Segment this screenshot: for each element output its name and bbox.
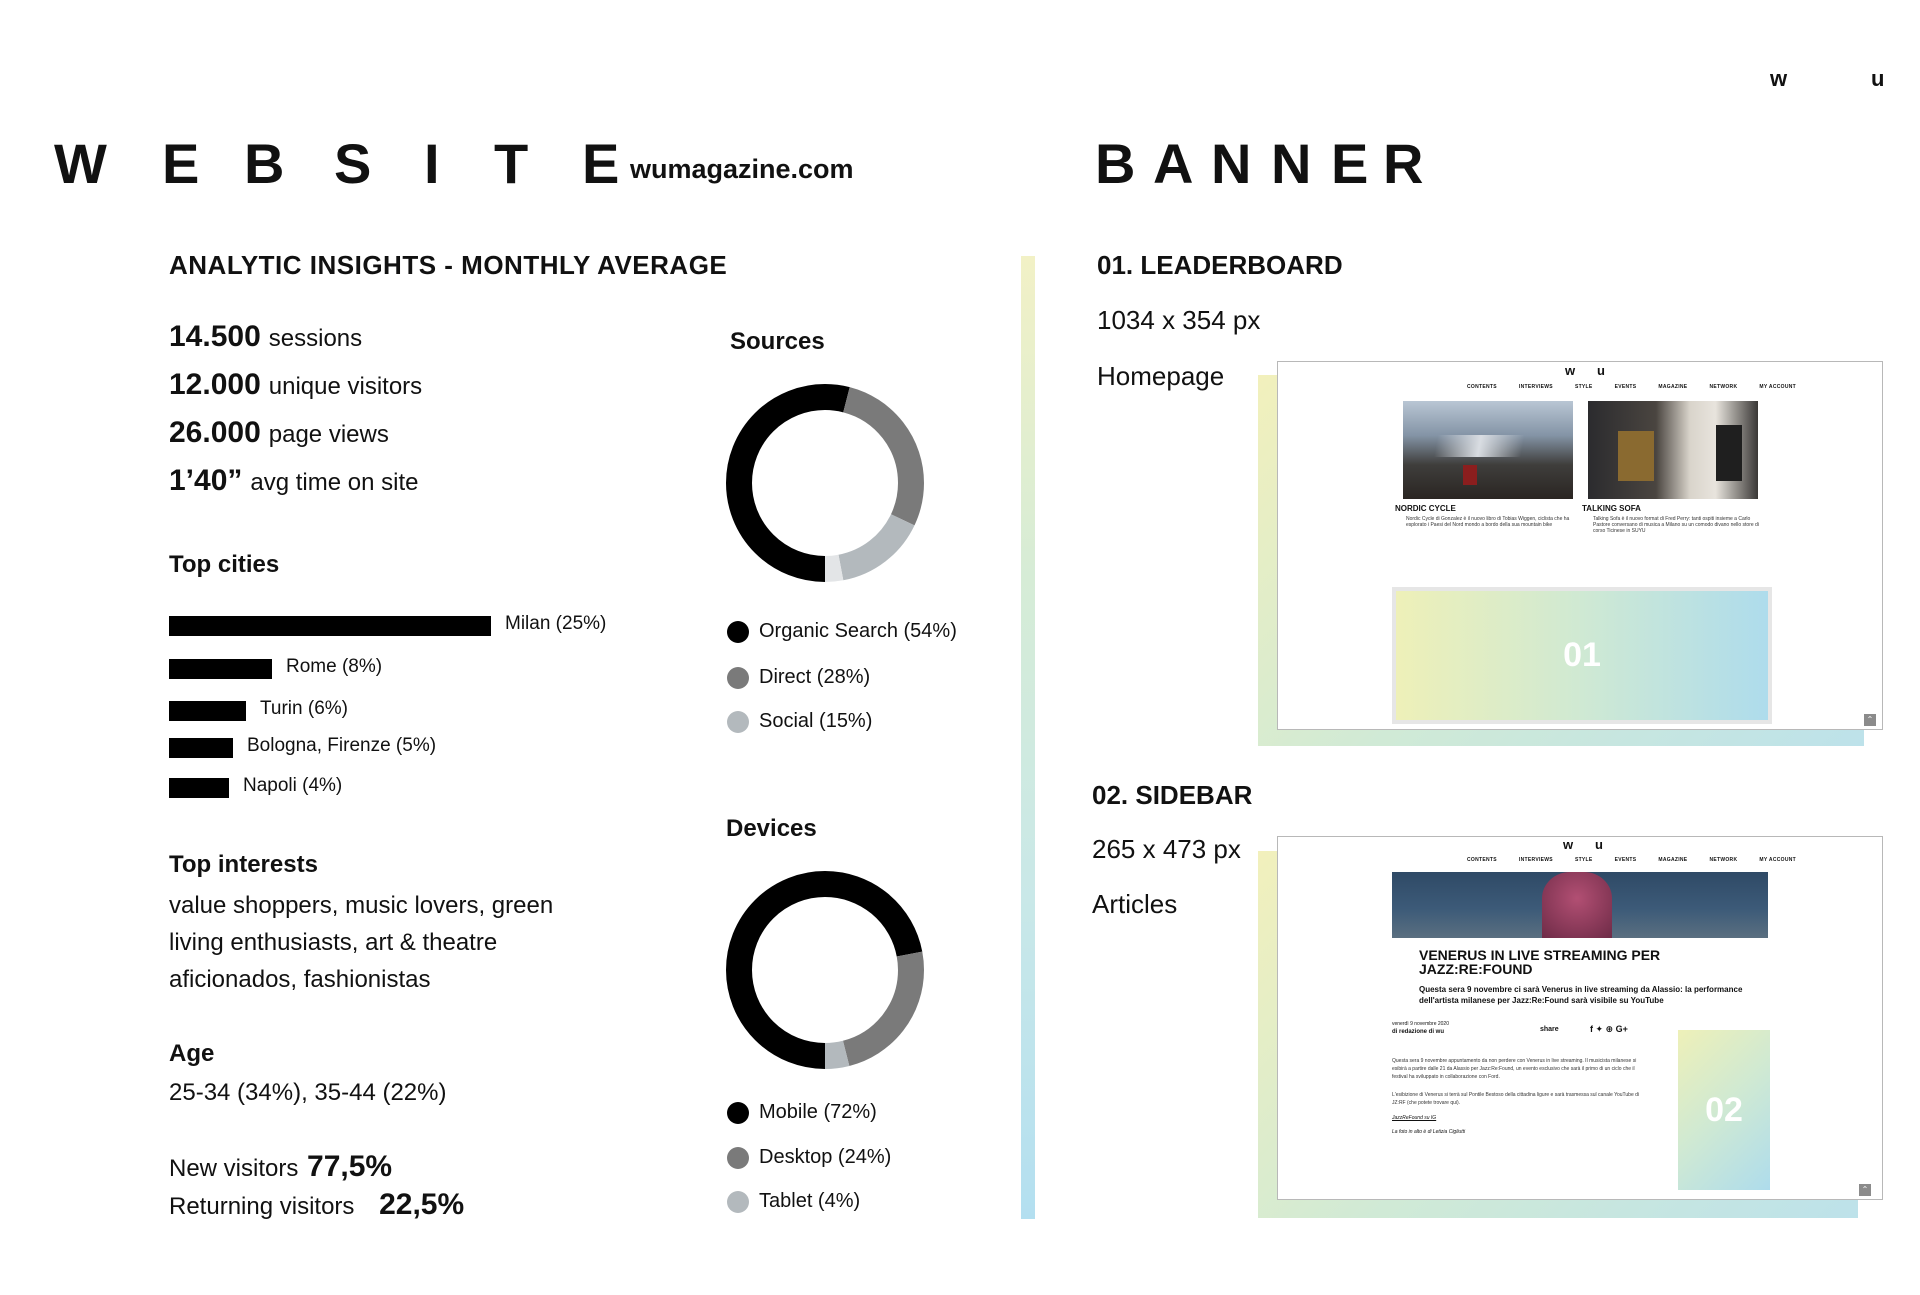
legend-swatch <box>727 667 749 689</box>
stat-value: 14.500 <box>169 320 261 353</box>
mock-nav-item[interactable]: NETWORK <box>1709 384 1738 390</box>
legend-label: Organic Search (54%) <box>759 620 957 642</box>
mock-nav-item[interactable]: NETWORK <box>1709 857 1738 863</box>
mock-logo-u: u <box>1595 837 1603 852</box>
legend-item <box>727 666 870 689</box>
top-cities-title: Top cities <box>169 551 280 578</box>
stat-label: unique visitors <box>268 373 423 400</box>
city-bar <box>169 701 246 721</box>
sidebar-title: 02. SIDEBAR <box>1092 780 1253 810</box>
legend-item <box>727 1190 860 1213</box>
city-label: Napoli (4%) <box>243 775 343 796</box>
legend-item <box>727 620 957 643</box>
new-visitors-value: 77,5% <box>307 1150 393 1183</box>
city-bar <box>169 738 233 758</box>
leaderboard-ad-slot[interactable]: 01 <box>1392 587 1772 724</box>
title-letter: I <box>424 132 440 195</box>
photo-credit: La foto in alto è di Letizia Cigliutti <box>1392 1129 1466 1135</box>
title-letter: E <box>582 132 620 195</box>
interests-line: value shoppers, music lovers, green <box>169 892 554 919</box>
article-paragraph: Questa sera 9 novembre appuntamento da non perdere con Venerus in live streaming. Il musicista milanese si esibirà a partire dalle 21 da Alassio per Jazz:Re:Found, un evento esclusivo che sarà il primo di un ciclo che il festival ha sviluppato in collaborazione con Ford. <box>1392 1058 1637 1080</box>
insights-title: ANALYTIC INSIGHTS - MONTHLY AVERAGE <box>169 250 728 280</box>
photo-person <box>1618 431 1654 481</box>
top-interests-title: Top interests <box>169 851 318 878</box>
legend-swatch <box>727 1147 749 1169</box>
leaderboard-size: 1034 x 354 px <box>1097 305 1261 335</box>
homepage-mockup <box>1277 361 1883 730</box>
article-hero-photo <box>1392 872 1768 938</box>
stat-page-views <box>169 416 389 450</box>
mock-nav-item[interactable]: EVENTS <box>1614 857 1637 863</box>
article-mockup <box>1277 836 1883 1200</box>
new-visitors <box>169 1150 400 1184</box>
legend-label: Desktop (24%) <box>759 1146 892 1168</box>
legend-item <box>727 1146 891 1169</box>
banner-title <box>1095 132 1435 196</box>
legend-item <box>727 710 872 733</box>
mock-logo-w: w <box>1565 363 1576 378</box>
title-letter: A <box>1153 132 1194 195</box>
article-excerpt: Talking Sofa è il nuovo format di Fred Perry: tanti ospiti insieme a Carlo Pastore conversano di musica a Milano su un comodo divano nello store di corso Ticinese in SUYU <box>1593 516 1759 534</box>
stat-label: sessions <box>268 325 363 352</box>
title-letter: E <box>1331 132 1369 195</box>
mock-nav-item[interactable]: CONTENTS <box>1467 857 1497 863</box>
article-headline: VENERUS IN LIVE STREAMING PER JAZZ:RE:FOUND <box>1419 947 1661 977</box>
stat-value: 12.000 <box>169 368 261 401</box>
returning-visitors <box>169 1188 472 1222</box>
stat-value: 26.000 <box>169 416 261 449</box>
leaderboard-title: 01. LEADERBOARD <box>1097 250 1343 280</box>
legend-swatch <box>727 621 749 643</box>
article-date: venerdì 9 novembre 2020 <box>1392 1021 1449 1027</box>
stat-sessions <box>169 320 362 354</box>
stat-value: 1’40” <box>169 464 243 497</box>
talking-sofa-photo[interactable] <box>1588 401 1758 499</box>
title-letter: N <box>1211 132 1252 195</box>
mock-nav-item[interactable]: MY ACCOUNT <box>1759 384 1797 390</box>
legend-swatch <box>727 1191 749 1213</box>
devices-title: Devices <box>726 815 817 842</box>
brand-logo-u: u <box>1871 66 1885 91</box>
mock-nav-item[interactable]: MAGAZINE <box>1658 857 1688 863</box>
legend-swatch <box>727 1102 749 1124</box>
photo-mountain <box>1403 435 1573 457</box>
article-excerpt: Nordic Cycle di Gonzalez è il nuovo libro di Tobias Wiggen, ciclista che ha esplorato i Paesi del Nord mondo a bordo della sua mountain bike <box>1406 516 1570 528</box>
title-letter: B <box>1095 132 1136 195</box>
city-bar <box>169 778 229 798</box>
city-bar <box>169 659 272 679</box>
scroll-top-icon[interactable]: ⌃ <box>1864 714 1876 726</box>
city-label: Rome (8%) <box>286 656 383 677</box>
nordic-cycle-photo[interactable] <box>1403 401 1573 499</box>
city-label: Bologna, Firenze (5%) <box>247 735 437 756</box>
photo-person <box>1716 425 1742 481</box>
mock-nav-item[interactable]: MAGAZINE <box>1658 384 1688 390</box>
article-link[interactable]: JazzReFound su IG <box>1392 1115 1437 1121</box>
stat-avg-time <box>169 464 418 498</box>
legend-item <box>727 1101 877 1124</box>
mock-nav-item[interactable]: INTERVIEWS <box>1518 857 1553 863</box>
stat-label: page views <box>268 421 389 448</box>
interests-line: living enthusiasts, art & theatre <box>169 929 498 956</box>
social-share-icons[interactable]: f ✦ ⊕ G+ <box>1590 1024 1628 1034</box>
mock-logo-w: w <box>1563 837 1574 852</box>
mock-nav-item[interactable]: STYLE <box>1574 384 1593 390</box>
title-letter: T <box>494 132 529 195</box>
sidebar-ad-slot[interactable]: 02 <box>1678 1030 1770 1190</box>
leaderboard-placement: Homepage <box>1097 361 1225 391</box>
title-letter: N <box>1271 132 1312 195</box>
legend-label: Direct (28%) <box>759 666 871 688</box>
title-letter: B <box>244 132 285 195</box>
title-letter: E <box>162 132 200 195</box>
article-author: di redazione di wu <box>1392 1029 1445 1035</box>
legend-label: Mobile (72%) <box>759 1101 877 1123</box>
top-interests-text <box>169 887 553 998</box>
title-letter: W <box>54 132 107 195</box>
share-label: share <box>1540 1026 1559 1033</box>
photo-person <box>1542 872 1612 938</box>
city-label: Turin (6%) <box>260 698 348 719</box>
website-domain: wumagazine.com <box>630 154 854 184</box>
title-letter: R <box>1383 132 1424 195</box>
mock-nav-item[interactable]: INTERVIEWS <box>1518 384 1553 390</box>
legend-label: Social (15%) <box>759 710 873 732</box>
website-title <box>54 132 620 196</box>
sources-title: Sources <box>730 328 825 355</box>
sidebar-size: 265 x 473 px <box>1092 834 1241 864</box>
article-title[interactable]: TALKING SOFA <box>1582 504 1641 513</box>
mock-nav-item[interactable]: MY ACCOUNT <box>1759 857 1797 863</box>
returning-visitors-value: 22,5% <box>379 1188 465 1221</box>
interests-line: aficionados, fashionistas <box>169 966 431 993</box>
legend-label: Tablet (4%) <box>759 1190 861 1212</box>
sources-donut-chart <box>725 383 925 583</box>
title-letter: S <box>334 132 372 195</box>
article-subhead: Questa sera 9 novembre ci sarà Venerus in live streaming da Alassio: la performance dell'artista milanese per Jazz:Re:Found sarà visibile su YouTube <box>1419 985 1743 1005</box>
age-text: 25-34 (34%), 35-44 (22%) <box>169 1079 447 1106</box>
legend-swatch <box>727 711 749 733</box>
gradient-divider <box>1021 256 1035 1219</box>
stat-unique-visitors <box>169 368 422 402</box>
city-label: Milan (25%) <box>505 613 607 634</box>
photo-cyclist <box>1463 465 1477 485</box>
mock-logo-u: u <box>1597 363 1605 378</box>
scroll-top-icon[interactable]: ⌃ <box>1859 1184 1871 1196</box>
age-title: Age <box>169 1040 215 1067</box>
mock-nav-item[interactable]: STYLE <box>1574 857 1593 863</box>
mock-nav <box>1467 384 1796 390</box>
brand-logo-w: w <box>1770 66 1788 91</box>
mock-nav <box>1467 857 1796 863</box>
city-bar <box>169 616 491 636</box>
article-paragraph: L'esibizione di Venerus si terrà sul Pontile Bestoso della cittadina ligure e sarà trasmessa sul canale YouTube di JZ:RF (che potete trovare qui). <box>1392 1092 1640 1106</box>
devices-donut-chart <box>725 870 925 1070</box>
article-title[interactable]: NORDIC CYCLE <box>1395 504 1456 513</box>
mock-nav-item[interactable]: CONTENTS <box>1467 384 1497 390</box>
mock-nav-item[interactable]: EVENTS <box>1614 384 1637 390</box>
sidebar-placement: Articles <box>1092 889 1178 919</box>
returning-visitors-label: Returning visitors <box>169 1193 355 1220</box>
new-visitors-label: New visitors <box>169 1155 299 1182</box>
stat-label: avg time on site <box>250 469 419 496</box>
